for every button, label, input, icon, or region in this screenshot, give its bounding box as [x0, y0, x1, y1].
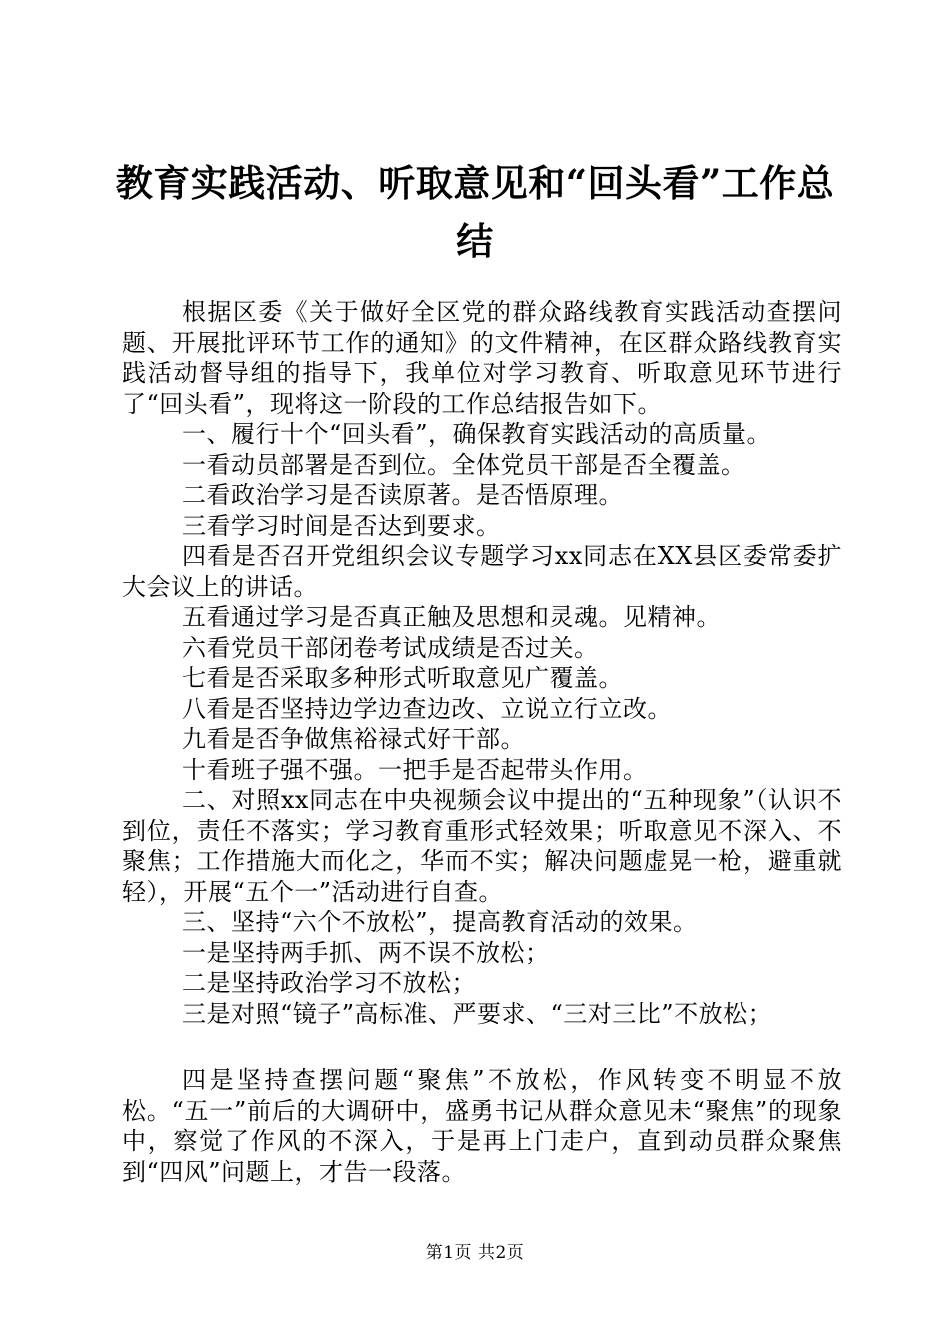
paragraph-item-9: 九看是否争做焦裕禄式好干部。 [182, 725, 525, 753]
paragraph-section-1-heading: 一、履行十个“回头看”，确保教育实践活动的高质量。 [182, 420, 772, 448]
paragraph-item-8: 八看是否坚持边学边查边改、立说立行立改。 [182, 694, 672, 723]
paragraph-item-6: 六看党员干部闭卷考试成绩是否过关。 [182, 633, 599, 662]
paragraph-item-5: 五看通过学习是否真正触及思想和灵魂。见精神。 [182, 603, 721, 631]
paragraph-point-3: 三是对照“镜子”高标准、严要求、“三对三比”不放松； [182, 999, 773, 1028]
paragraph-point-2: 二是坚持政治学习不放松； [182, 969, 476, 997]
document-title-line2: 结 [456, 219, 494, 263]
paragraph-point-1: 一是坚持两手抓、两不误不放松； [182, 938, 550, 967]
document-title-line1: 教育实践活动、听取意见和“回头看”工作总 [115, 161, 835, 205]
page-number-footer: 第1页 共2页 [425, 1243, 525, 1263]
paragraph-section-3-heading: 三、坚持“六个不放松”，提高教育活动的效果。 [182, 908, 698, 936]
paragraph-item-4: 四看是否召开党组织会议专题学习xx同志在XX县区委常委扩大会议上的讲话。 [122, 542, 842, 601]
paragraph-intro: 根据区委《关于做好全区党的群众路线教育实践活动查摆问题、开展批评环节工作的通知》的文件精神，在区群众路线教育实践活动督导组的指导下，我单位对学习教育、听取意见环节进行了“回头看”，现将这一阶段的工作总结报告如下。 [122, 298, 842, 418]
paragraph-item-2: 二看政治学习是否读原著。是否悟原理。 [182, 481, 623, 509]
paragraph-item-10: 十看班子强不强。一把手是否起带头作用。 [182, 755, 648, 784]
paragraph-point-4: 四是坚持查摆问题“聚焦”不放松，作风转变不明显不放松。“五一”前后的大调研中，盛勇书记从群众意见未“聚焦”的现象中，察觉了作风的不深入，于是再上门走户，直到动员群众聚焦到“四风”问题上，才告一段落。 [122, 1066, 842, 1186]
paragraph-item-1: 一看动员部署是否到位。全体党员干部是否全覆盖。 [182, 450, 746, 479]
paragraph-section-2: 二、对照xx同志在中央视频会议中提出的“五种现象”（认识不到位，责任不落实；学习教育重形式轻效果；听取意见不深入、不聚焦；工作措施大而化之，华而不实；解决问题虚晃一枪，避重就轻），开展“五个一”活动进行自查。 [122, 786, 842, 906]
paragraph-item-7: 七看是否采取多种形式听取意见广覆盖。 [182, 664, 623, 692]
document-body [122, 297, 842, 1187]
paragraph-item-3: 三看学习时间是否达到要求。 [182, 511, 501, 540]
